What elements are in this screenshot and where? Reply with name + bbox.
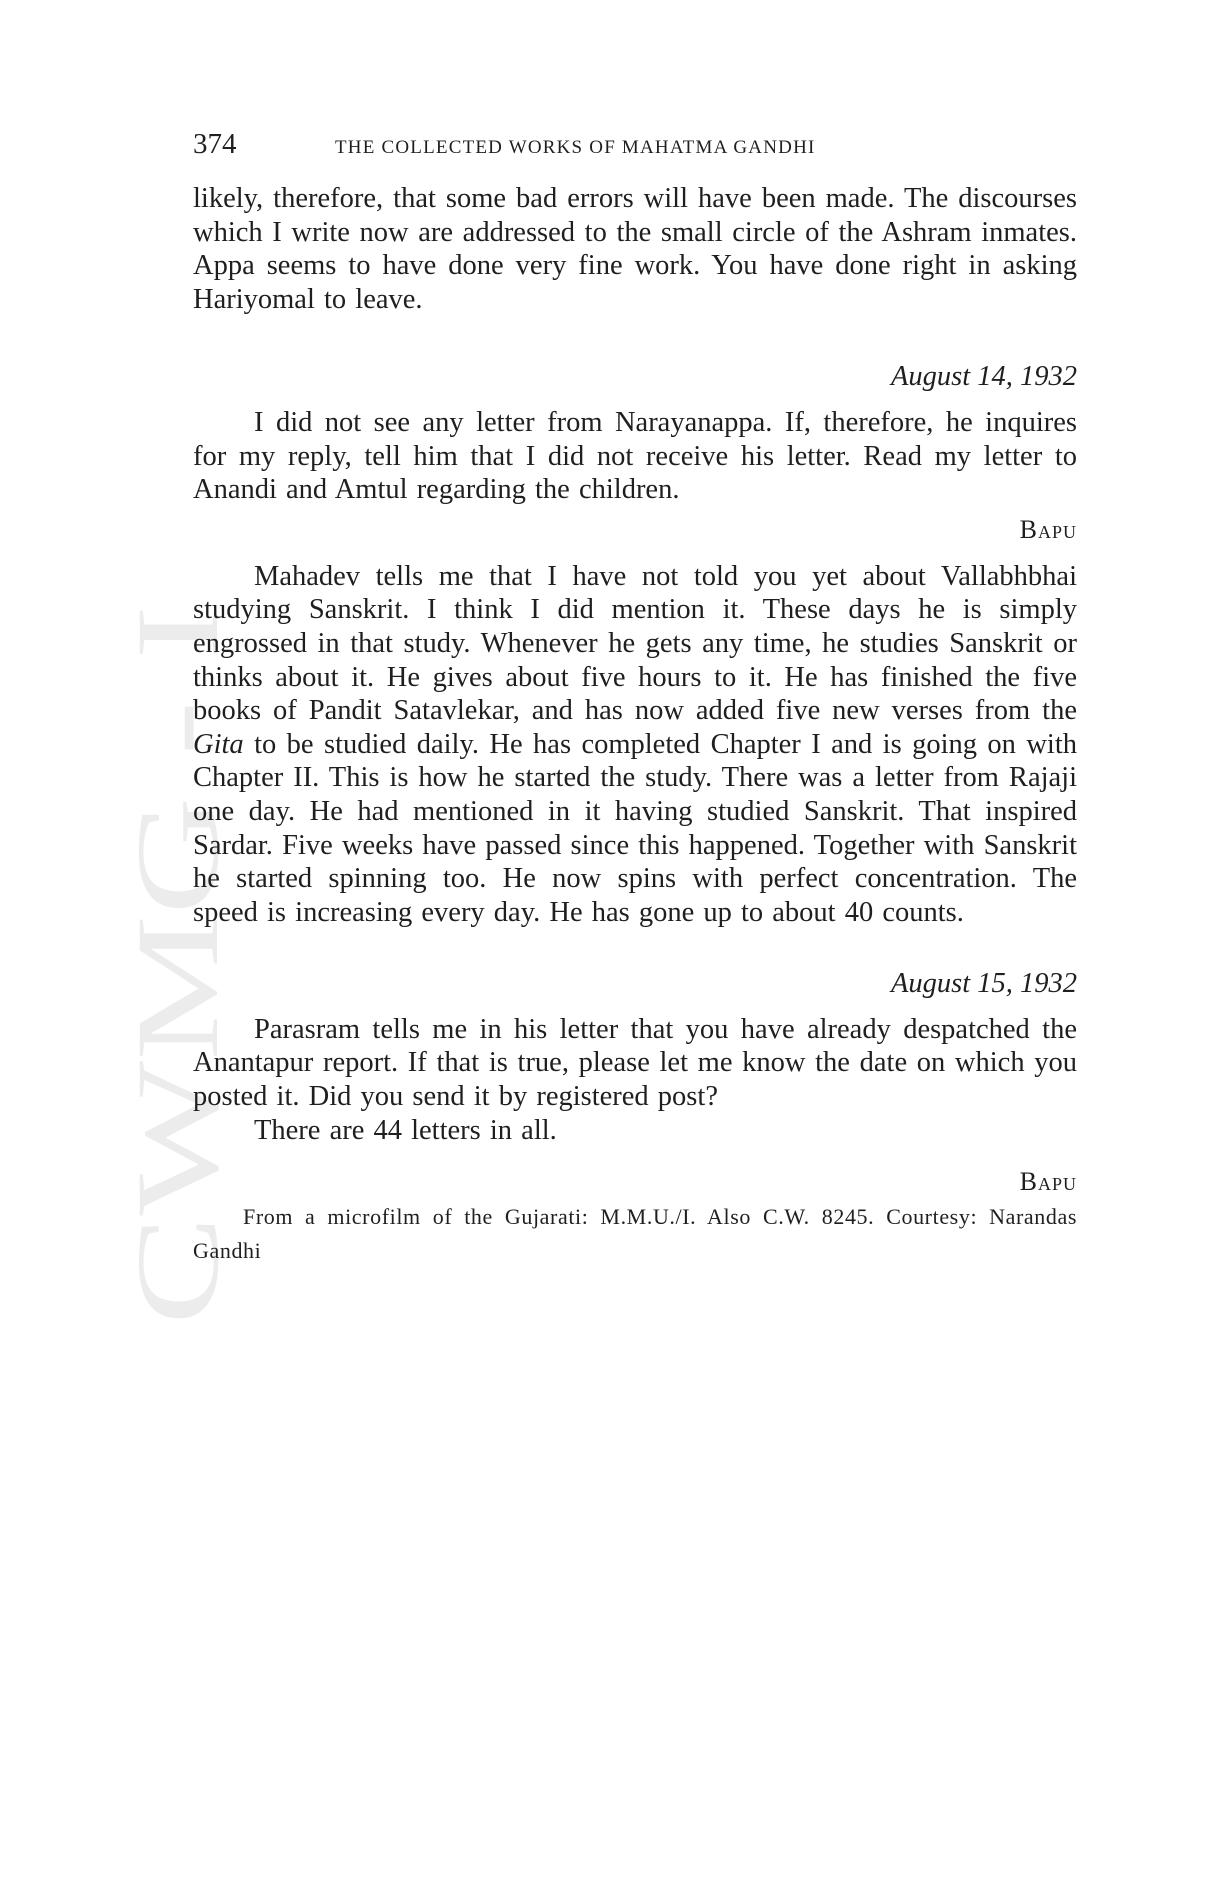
paragraph-vallabhbhai [193, 560, 1077, 930]
dateline-august-14: August 14, 1932 [890, 361, 1077, 393]
paragraph-narayanappa: I did not see any letter from Narayanappa. If, therefore, he inquires for my reply, tell him that I did not receive his letter. Read my letter to Anandi and Amtul regarding the children. [193, 406, 1077, 506]
dateline-day: 15 [977, 968, 1006, 1000]
dateline-month: August [890, 361, 971, 393]
paragraph-text: to be studied daily. He has completed Chapter I and is going on with Chapter II. This is how he started the study. There was a letter from Rajaji one day. He had mentioned in it having studied Sanskrit. That inspired Sardar. Five weeks have passed since this happened. Together with Sanskrit he started spinning too. He now spins with perfect concentration. The speed is increasing every day. He has gone up to about 40 counts. [193, 728, 1077, 928]
paragraph-continued: likely, therefore, that some bad errors will have been made. The discourses which I write now are addressed to the small circle of the Ashram inmates. Appa seems to have done very fine work. You have done right in asking Hariyomal to leave. [193, 183, 1077, 315]
document-page [193, 128, 1077, 1268]
page-number: 374 [193, 128, 237, 160]
dateline-month: August [890, 968, 971, 1000]
signature-bapu [193, 513, 1077, 546]
dateline-day: 14 [977, 361, 1006, 393]
dateline-year: 1932 [1020, 361, 1077, 393]
gita-title: Gita [193, 728, 244, 760]
signature-bapu-final [193, 1165, 1077, 1198]
source-note: From a microfilm of the Gujarati: M.M.U./I. Also C.W. 8245. Courtesy: Narandas Gandhi [193, 1204, 1077, 1264]
watermark-text: CWMG [125, 944, 235, 1325]
dateline-august-15: August 15, 1932 [890, 968, 1077, 1000]
paragraph-letter-count: There are 44 letters in all. [254, 1114, 557, 1146]
running-head [193, 128, 1077, 164]
signature-text: Bapu [1019, 514, 1077, 544]
paragraph-text: Mahadev tells me that I have not told you yet about Vallabhbhai studying Sanskrit. I think I did mention it. These days he is simply engrossed in that study. Whenever he gets any time, he studies Sanskrit or thinks about it. He gives about five hours to it. He has finished the five books of Pandit Satavlekar, and has now added five new verses from the [193, 560, 1077, 727]
running-title: THE COLLECTED WORKS OF MAHATMA GANDHI [335, 137, 816, 158]
paragraph-parasram: Parasram tells me in his letter that you have already despatched the Anantapur report. If that is true, please let me know the date on which you posted it. Did you send it by registered post? [193, 1013, 1077, 1113]
dateline-year: 1932 [1020, 968, 1077, 1000]
signature-text: Bapu [1019, 1167, 1077, 1197]
